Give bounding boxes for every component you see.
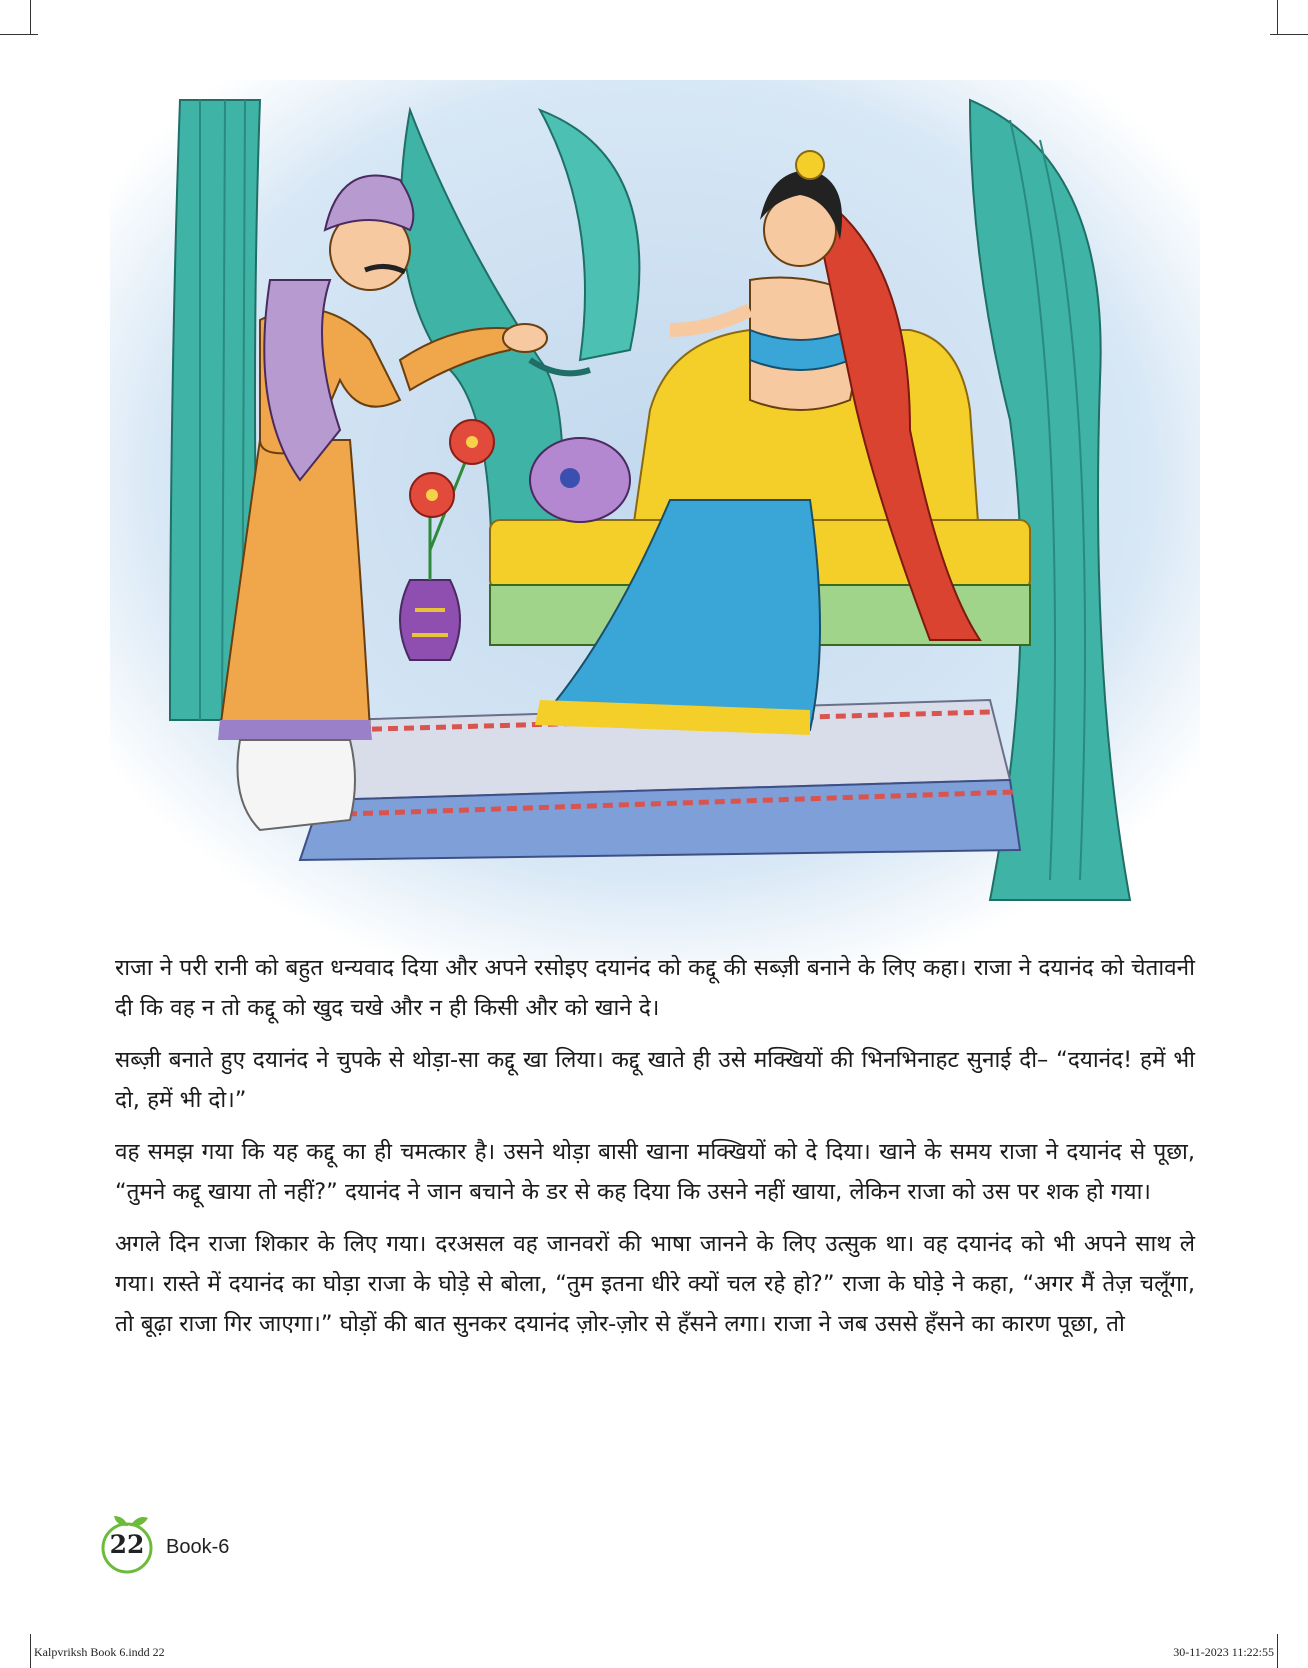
story-illustration — [110, 80, 1200, 960]
crop-mark-bottom-left — [30, 1634, 31, 1668]
crop-mark-top-left — [30, 0, 31, 34]
print-slug-timestamp: 30-11-2023 11:22:55 — [1173, 1645, 1274, 1659]
flower-vase — [400, 580, 460, 660]
king-dhoti — [238, 740, 356, 830]
crop-mark-bottom-right — [1277, 1634, 1278, 1668]
crop-mark-top-left-h — [0, 34, 38, 35]
story-paragraph: अगले दिन राजा शिकार के लिए गया। दरअसल वह जानवरों की भाषा जानने के लिए उत्सुक था। वह दयानंद को भी अपने साथ ले गया। रास्ते में दयानंद का घोड़ा राजा के घोड़े से बोला, “तुम इतना धीरे क्यों चल रहे हो?” राजा के घोड़े ने कहा, “अगर मैं तेज़ चलूँगा, तो बूढ़ा राजा गिर जाएगा।” घोड़ों की बात सुनकर दयानंद ज़ोर-ज़ोर से हँसने लगा। राजा ने जब उससे हँसने का कारण पूछा, तो — [115, 1231, 1195, 1337]
story-paragraph: राजा ने परी रानी को बहुत धन्यवाद दिया और अपने रसोइए दयानंद को कद्दू की सब्ज़ी बनाने के लिए कहा। राजा ने दयानंद को चेतावनी दी कि वह न तो कद्दू को खुद चखे और न ही किसी और को खाने दे। — [115, 955, 1195, 1021]
page-number: 22 — [109, 1530, 145, 1559]
story-paragraph: वह समझ गया कि यह कद्दू का ही चमत्कार है। उसने थोड़ा बासी खाना मक्खियों को दे दिया। खाने के समय राजा ने दयानंद से पूछा, “तुमने कद्दू खाया तो नहीं?” दयानंद ने जान बचाने के डर से कह दिया कि उसने नहीं खाया, लेकिन राजा को उस पर शक हो गया। — [115, 1139, 1195, 1205]
crop-mark-top-right — [1277, 0, 1278, 34]
story-text — [115, 948, 1195, 1356]
print-slug-file: Kalpvriksh Book 6.indd 22 — [34, 1645, 165, 1659]
king-and-fairy-queen-illustration — [110, 80, 1200, 960]
story-paragraph: सब्ज़ी बनाते हुए दयानंद ने चुपके से थोड़ा-सा कद्दू खा लिया। कद्दू खाते ही उसे मक्खियों की भिनभिनाहट सुनाई दी– “दयानंद! हमें भी दो, हमें भी दो।” — [115, 1047, 1195, 1113]
crop-mark-top-right-h — [1270, 34, 1308, 35]
book-label: Book-6 — [166, 1536, 230, 1558]
queen-crown — [796, 151, 824, 179]
bolster-pillow — [530, 438, 630, 522]
